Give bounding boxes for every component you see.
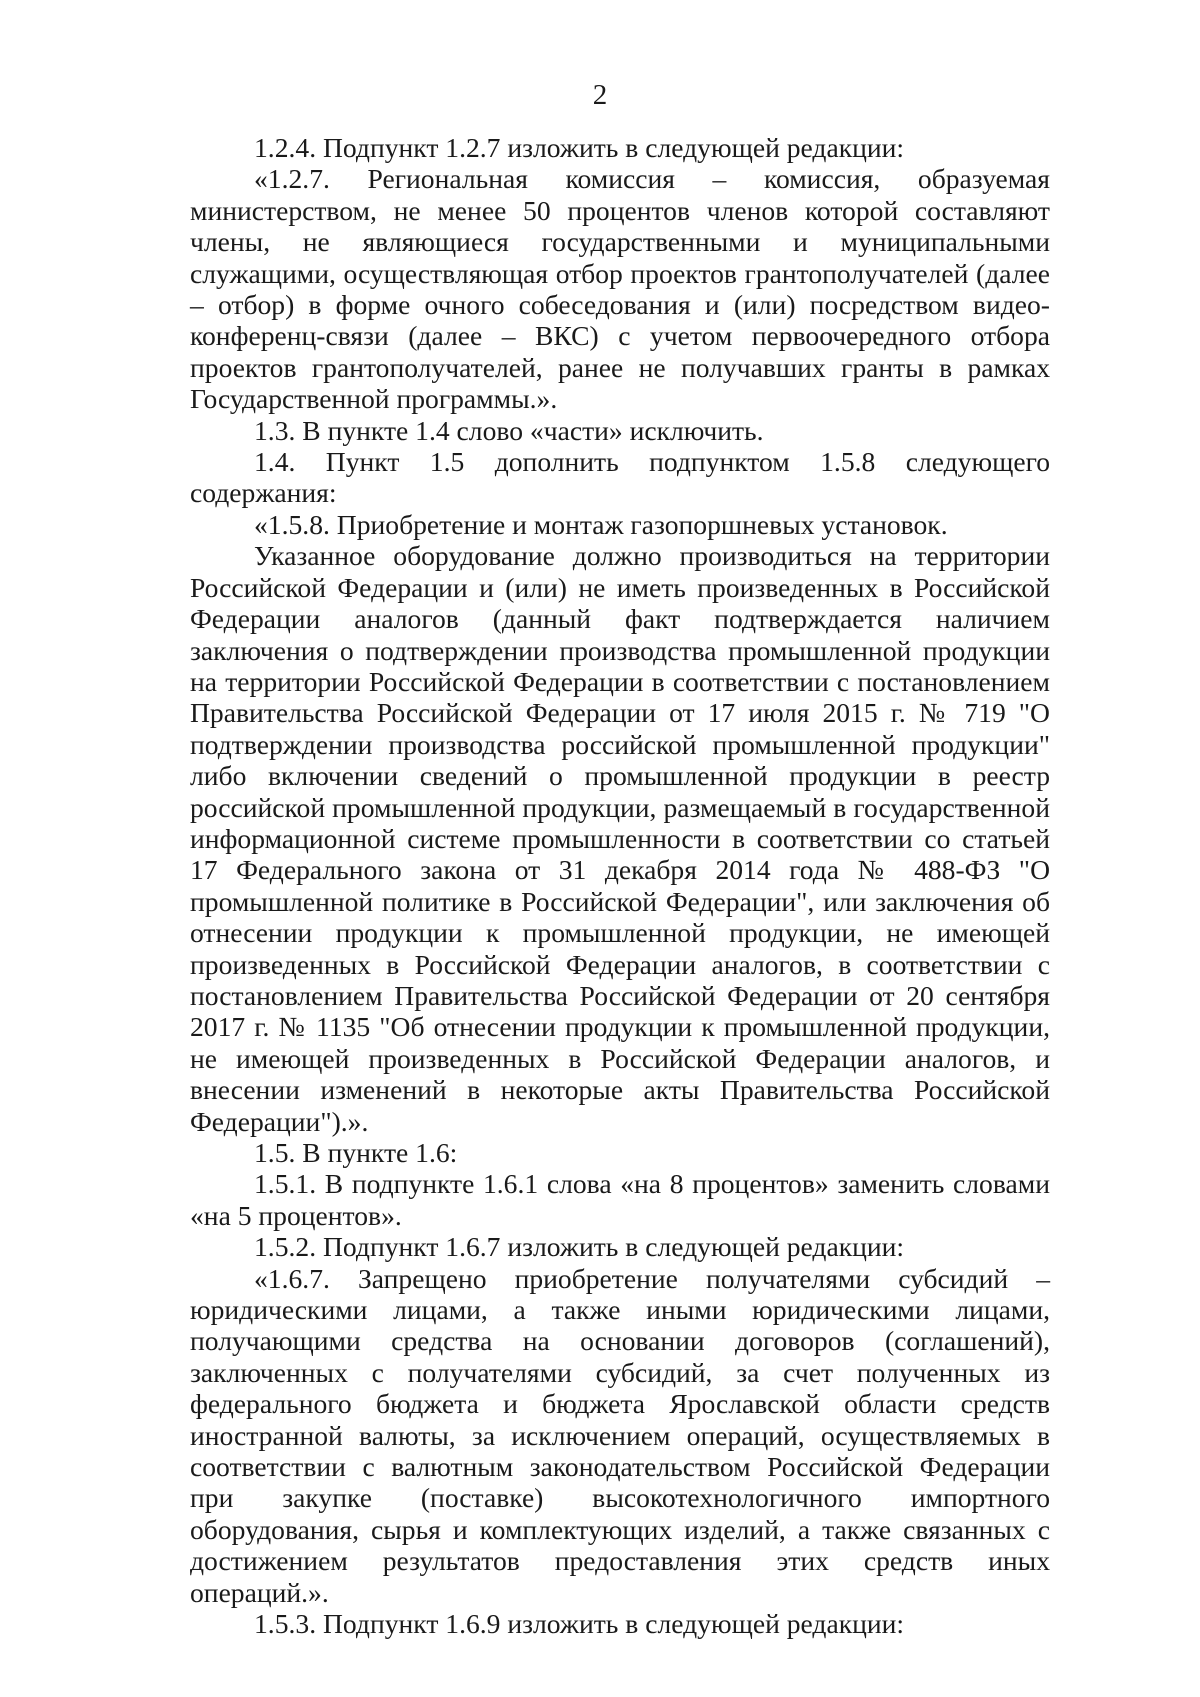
paragraph-1-6-7-quote: «1.6.7. Запрещено приобретение получателями субсидий – юридическими лицами, а также иными юридическими лицами, получающими средства на основании договоров (соглашений), заключенных с получателями субсидий, за счет полученных из федерального бюджета и бюджета Ярославской области средств иностранной валюты, за исключением операций, осуществляемых в соответствии с валютным законодательством Российской Федерации при закупке (поставке) высокотехнологичного импортного оборудования, сырья и комплектующих изделий, а также связанных с достижением результатов предоставления этих средств иных операций.». bbox=[190, 1262, 1050, 1608]
paragraph-1-2-4: 1.2.4. Подпункт 1.2.7 изложить в следующей редакции: bbox=[254, 132, 905, 163]
paragraph-1-5: 1.5. В пункте 1.6: bbox=[254, 1137, 458, 1168]
paragraph-equipment-requirements: Указанное оборудование должно производиться на территории Российской Федерации и (или) не иметь произведенных в Российской Федерации аналогов (данный факт подтверждается наличием заключения о подтверждении производства промышленной продукции на территории Российской Федерации в соответствии с постановлением Правительства Российской Федерации от 17 июля 2015 г. № 719 "О подтверждении производства российской промышленной продукции" либо включении сведений о промышленной продукции в реестр российской промышленной продукции, размещаемый в государственной информационной системе промышленности в соответствии со статьей 17 Федерального закона от 31 декабря 2014 года № 488-ФЗ "О промышленной политике в Российской Федерации", или заключения об отнесении продукции к промышленной продукции, не имеющей произведенных в Российской Федерации аналогов, в соответствии с постановлением Правительства Российской Федерации от 20 сентября 2017 г. № 1135 "Об отнесении продукции к промышленной продукции, не имеющей произведенных в Российской Федерации аналогов, и внесении изменений в некоторые акты Правительства Российской Федерации").». bbox=[190, 540, 1050, 1137]
page-number: 2 bbox=[592, 79, 608, 111]
document-body bbox=[190, 132, 1050, 1640]
paragraph-1-3: 1.3. В пункте 1.4 слово «части» исключить. bbox=[254, 414, 764, 446]
paragraph-1-5-2: 1.5.2. Подпункт 1.6.7 изложить в следующей редакции: bbox=[254, 1231, 905, 1263]
paragraph-1-5-3: 1.5.3. Подпункт 1.6.9 изложить в следующей редакции: bbox=[254, 1608, 905, 1640]
paragraph-1-5-1: 1.5.1. В подпункте 1.6.1 слова «на 8 процентов» заменить словами «на 5 процентов». bbox=[190, 1168, 1050, 1231]
paragraph-1-2-7-quote: «1.2.7. Региональная комиссия – комиссия, образуемая министерством, не менее 50 процентов членов которой составляют члены, не являющиеся государственными и муниципальными служащими, осуществляющая отбор проектов грантополучателей (далее – отбор) в форме очного собеседования и (или) посредством видео-конференц-связи (далее – ВКС) с учетом первоочередного отбора проектов грантополучателей, ранее не получавших гранты в рамках Государственной программы.». bbox=[190, 163, 1050, 415]
paragraph-1-4: 1.4. Пункт 1.5 дополнить подпунктом 1.5.8 следующего содержания: bbox=[190, 446, 1050, 509]
paragraph-1-5-8-quote: «1.5.8. Приобретение и монтаж газопоршневых установок. bbox=[254, 508, 948, 540]
